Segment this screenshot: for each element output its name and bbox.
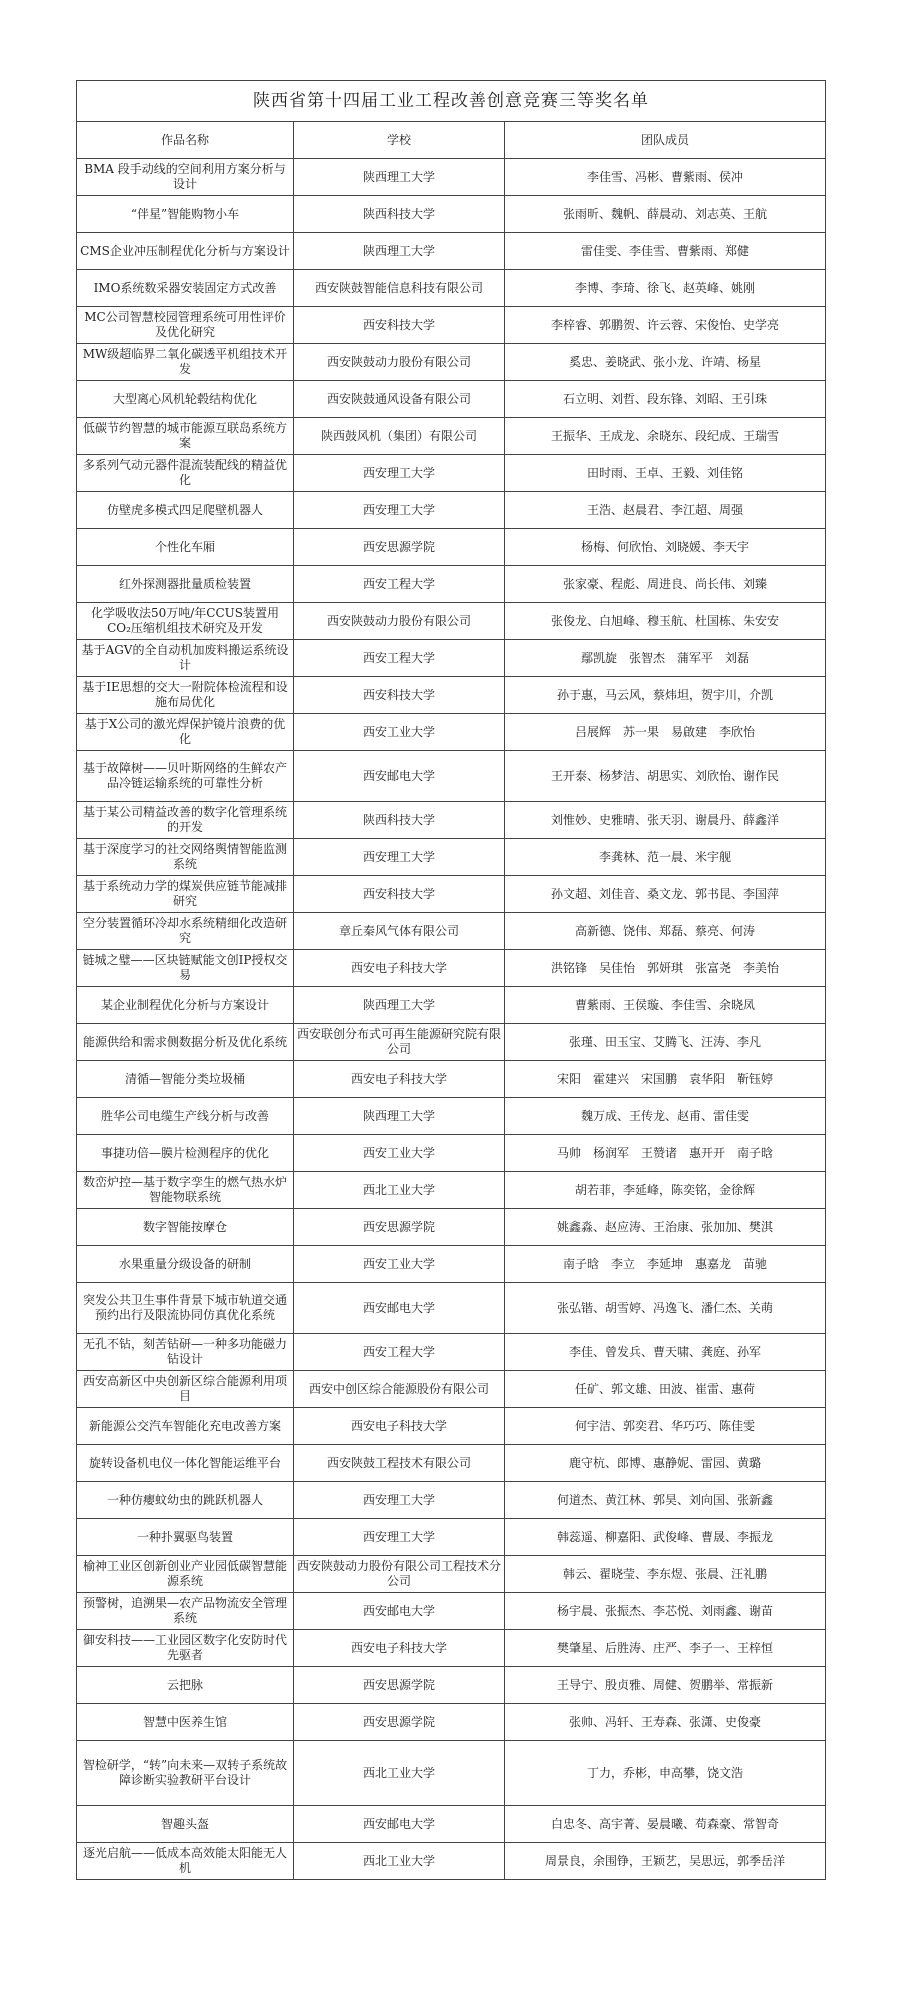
cell-team-members: 吕展辉 苏一果 易啟建 李欣怡 — [505, 714, 826, 751]
table-row — [77, 307, 826, 344]
header-team: 团队成员 — [505, 122, 826, 159]
cell-school: 西北工业大学 — [294, 1172, 505, 1209]
cell-project-name: 仿壁虎多模式四足爬壁机器人 — [77, 492, 294, 529]
table-row — [77, 1371, 826, 1408]
cell-team-members: 樊肇星、后胜涛、庄严、李子一、王梓恒 — [505, 1630, 826, 1667]
cell-project-name: 多系列气动元器件混流装配线的精益优化 — [77, 455, 294, 492]
cell-team-members: 鹿守杭、郎博、惠静妮、雷园、黄璐 — [505, 1445, 826, 1482]
cell-project-name: 空分装置循环冷却水系统精细化改造研究 — [77, 913, 294, 950]
header-name: 作品名称 — [77, 122, 294, 159]
table-row — [77, 492, 826, 529]
cell-project-name: 无孔不钻，刻苦钻研—一种多功能磁力钻设计 — [77, 1334, 294, 1371]
table-row — [77, 1098, 826, 1135]
cell-school: 西安中创区综合能源股份有限公司 — [294, 1371, 505, 1408]
table-row — [77, 1172, 826, 1209]
table-row — [77, 876, 826, 913]
table-row — [77, 566, 826, 603]
cell-team-members: 丁力，乔彬，申高攀，饶文浩 — [505, 1741, 826, 1806]
table-row — [77, 381, 826, 418]
cell-project-name: 榆神工业区创新创业产业园低碳智慧能源系统 — [77, 1556, 294, 1593]
cell-team-members: 宋阳 霍建兴 宋国鹏 袁华阳 靳钰婷 — [505, 1061, 826, 1098]
table-title: 陕西省第十四届工业工程改善创意竞赛三等奖名单 — [77, 81, 826, 122]
table-row — [77, 1061, 826, 1098]
cell-project-name: 基于AGV的全自动机加废料搬运系统设计 — [77, 640, 294, 677]
table-row — [77, 640, 826, 677]
table-row — [77, 1135, 826, 1172]
cell-school: 陕西科技大学 — [294, 196, 505, 233]
cell-project-name: MC公司智慧校园管理系统可用性评价及优化研究 — [77, 307, 294, 344]
cell-project-name: 预警树，追溯果—农产品物流安全管理系统 — [77, 1593, 294, 1630]
cell-team-members: 张瑾、田玉宝、艾腾飞、汪涛、李凡 — [505, 1024, 826, 1061]
table-row — [77, 1482, 826, 1519]
cell-team-members: 魏万成、王传龙、赵甫、雷佳雯 — [505, 1098, 826, 1135]
cell-school: 西安电子科技大学 — [294, 1408, 505, 1445]
cell-team-members: 张家豪、程彪、周进良、尚长伟、刘臻 — [505, 566, 826, 603]
cell-project-name: 旋转设备机电仪一体化智能运维平台 — [77, 1445, 294, 1482]
cell-school: 西安科技大学 — [294, 307, 505, 344]
table-row — [77, 270, 826, 307]
cell-project-name: 智检研学，“转”向未来—双转子系统故障诊断实验教研平台设计 — [77, 1741, 294, 1806]
cell-team-members: 张俊龙、白旭峰、穆玉航、杜国栋、朱安安 — [505, 603, 826, 640]
cell-team-members: 张帅、冯轩、王寿森、张潇、史俊豪 — [505, 1704, 826, 1741]
table-row — [77, 1741, 826, 1806]
table-row — [77, 714, 826, 751]
cell-project-name: 智趣头盔 — [77, 1806, 294, 1843]
table-row — [77, 1630, 826, 1667]
cell-school: 西安理工大学 — [294, 1519, 505, 1556]
cell-project-name: 御安科技——工业园区数字化安防时代先驱者 — [77, 1630, 294, 1667]
cell-school: 西北工业大学 — [294, 1843, 505, 1880]
cell-team-members: 李龚林、范一晨、米宇舰 — [505, 839, 826, 876]
cell-team-members: 高新德、饶伟、郑磊、蔡亮、何涛 — [505, 913, 826, 950]
cell-school: 西安陕鼓智能信息科技有限公司 — [294, 270, 505, 307]
table-row — [77, 603, 826, 640]
award-table — [76, 80, 826, 1880]
table-row — [77, 455, 826, 492]
cell-project-name: 数字智能按摩仓 — [77, 1209, 294, 1246]
cell-school: 西安工程大学 — [294, 1334, 505, 1371]
table-row — [77, 159, 826, 196]
cell-team-members: 李梓睿、郭鹏贺、许云蓉、宋俊怡、史学亮 — [505, 307, 826, 344]
cell-project-name: 水果重量分级设备的研制 — [77, 1246, 294, 1283]
cell-team-members: 周景良，余围铮，王颖艺，吴思远，郭季岳洋 — [505, 1843, 826, 1880]
table-row — [77, 1667, 826, 1704]
cell-school: 西安邮电大学 — [294, 1806, 505, 1843]
cell-school: 西安陕鼓动力股份有限公司工程技术分公司 — [294, 1556, 505, 1593]
cell-team-members: 张弘锴、胡雪婷、冯逸飞、潘仁杰、关萌 — [505, 1283, 826, 1334]
table-row — [77, 1209, 826, 1246]
cell-team-members: 洪铭锋 吴佳怡 郭妍琪 张富尧 李美怡 — [505, 950, 826, 987]
cell-school: 西安电子科技大学 — [294, 1061, 505, 1098]
cell-school: 西安思源学院 — [294, 529, 505, 566]
cell-project-name: 突发公共卫生事件背景下城市轨道交通预约出行及限流协同仿真优化系统 — [77, 1283, 294, 1334]
cell-team-members: 刘惟妙、史雅晴、张天羽、谢晨丹、薛鑫洋 — [505, 802, 826, 839]
cell-project-name: 清循—智能分类垃圾桶 — [77, 1061, 294, 1098]
cell-team-members: 马帅 杨润军 王赞诸 惠开开 南子晗 — [505, 1135, 826, 1172]
cell-project-name: 一种扑翼驱鸟装置 — [77, 1519, 294, 1556]
cell-school: 西安电子科技大学 — [294, 950, 505, 987]
cell-project-name: 基于X公司的激光焊保护镜片浪费的优化 — [77, 714, 294, 751]
cell-project-name: 红外探测器批量质检装置 — [77, 566, 294, 603]
cell-project-name: 西安高新区中央创新区综合能源利用项目 — [77, 1371, 294, 1408]
table-row — [77, 1334, 826, 1371]
cell-school: 西安思源学院 — [294, 1209, 505, 1246]
cell-project-name: 化学吸收法50万吨/年CCUS装置用CO₂压缩机组技术研究及开发 — [77, 603, 294, 640]
cell-team-members: 王浩、赵晨君、李江超、周强 — [505, 492, 826, 529]
cell-project-name: 基于IE思想的交大一附院体检流程和设施布局优化 — [77, 677, 294, 714]
cell-team-members: 奚忠、姜晓武、张小龙、许靖、杨星 — [505, 344, 826, 381]
cell-team-members: 孙于惠，马云风，蔡炜坦，贺宇川，介凯 — [505, 677, 826, 714]
table-row — [77, 1246, 826, 1283]
cell-team-members: 杨梅、何欣怡、刘晓媛、李天宇 — [505, 529, 826, 566]
table-row — [77, 987, 826, 1024]
cell-team-members: 王振华、王成龙、余晓东、段纪成、王瑞雪 — [505, 418, 826, 455]
cell-team-members: 李博、李琦、徐飞、赵英峰、姚刚 — [505, 270, 826, 307]
cell-project-name: BMA 段手动线的空间利用方案分析与设计 — [77, 159, 294, 196]
table-row — [77, 839, 826, 876]
table-row — [77, 344, 826, 381]
table-row — [77, 196, 826, 233]
cell-school: 西安工程大学 — [294, 566, 505, 603]
cell-project-name: 数峦炉控—基于数字孪生的燃气热水炉智能物联系统 — [77, 1172, 294, 1209]
cell-project-name: 事捷功倍—膜片检测程序的优化 — [77, 1135, 294, 1172]
table-row — [77, 1806, 826, 1843]
cell-school: 西安邮电大学 — [294, 1283, 505, 1334]
cell-school: 西安思源学院 — [294, 1704, 505, 1741]
cell-school: 陕西理工大学 — [294, 987, 505, 1024]
cell-school: 西安联创分布式可再生能源研究院有限公司 — [294, 1024, 505, 1061]
cell-school: 西安陕鼓工程技术有限公司 — [294, 1445, 505, 1482]
cell-project-name: 基于系统动力学的煤炭供应链节能减排研究 — [77, 876, 294, 913]
cell-project-name: IMO系统数采器安装固定方式改善 — [77, 270, 294, 307]
header-school: 学校 — [294, 122, 505, 159]
cell-team-members: 何宇洁、郭奕君、华巧巧、陈佳雯 — [505, 1408, 826, 1445]
table-row — [77, 913, 826, 950]
cell-project-name: 胜华公司电缆生产线分析与改善 — [77, 1098, 294, 1135]
table-row — [77, 1445, 826, 1482]
table-row — [77, 1593, 826, 1630]
cell-project-name: CMS企业冲压制程优化分析与方案设计 — [77, 233, 294, 270]
cell-project-name: 个性化车厢 — [77, 529, 294, 566]
cell-school: 西安陕鼓通风设备有限公司 — [294, 381, 505, 418]
cell-team-members: 孙文超、刘佳音、桑文龙、郭书昆、李国萍 — [505, 876, 826, 913]
table-row — [77, 1283, 826, 1334]
cell-team-members: 张雨昕、魏帆、薛晨动、刘志英、王航 — [505, 196, 826, 233]
cell-school: 陕西理工大学 — [294, 233, 505, 270]
cell-school: 西安邮电大学 — [294, 751, 505, 802]
table-row — [77, 1843, 826, 1880]
cell-school: 西安工业大学 — [294, 714, 505, 751]
cell-school: 西安邮电大学 — [294, 1593, 505, 1630]
cell-team-members: 韩蕊遥、柳嘉阳、武俊峰、曹晟、李振龙 — [505, 1519, 826, 1556]
cell-team-members: 韩云、翟晓莹、李东煜、张晨、汪礼鹏 — [505, 1556, 826, 1593]
table-row — [77, 1408, 826, 1445]
table-body — [77, 159, 826, 1880]
cell-team-members: 石立明、刘哲、段东锋、刘昭、王引珠 — [505, 381, 826, 418]
cell-team-members: 李佳、曾发兵、曹天啸、龚庭、孙军 — [505, 1334, 826, 1371]
table-row — [77, 1519, 826, 1556]
cell-project-name: 大型离心风机轮毂结构优化 — [77, 381, 294, 418]
cell-school: 西安陕鼓动力股份有限公司 — [294, 603, 505, 640]
cell-school: 西安理工大学 — [294, 839, 505, 876]
cell-team-members: 姚鑫淼、赵应涛、王治康、张加加、樊淇 — [505, 1209, 826, 1246]
table-row — [77, 1024, 826, 1061]
cell-school: 西安陕鼓动力股份有限公司 — [294, 344, 505, 381]
cell-project-name: 基于某公司精益改善的数字化管理系统的开发 — [77, 802, 294, 839]
table-row — [77, 1704, 826, 1741]
cell-team-members: 何道杰、黄江林、郭昊、刘向国、张新鑫 — [505, 1482, 826, 1519]
cell-school: 西北工业大学 — [294, 1741, 505, 1806]
cell-project-name: 能源供给和需求侧数据分析及优化系统 — [77, 1024, 294, 1061]
table-row — [77, 233, 826, 270]
cell-team-members: 曹紫雨、王侯璇、李佳雪、余晓凤 — [505, 987, 826, 1024]
table-row — [77, 529, 826, 566]
table-row — [77, 677, 826, 714]
cell-school: 西安科技大学 — [294, 677, 505, 714]
cell-school: 陕西理工大学 — [294, 1098, 505, 1135]
cell-school: 西安科技大学 — [294, 876, 505, 913]
table-row — [77, 950, 826, 987]
cell-team-members: 胡若菲，李延峰，陈奕铭，金徐辉 — [505, 1172, 826, 1209]
cell-school: 陕西理工大学 — [294, 159, 505, 196]
table-row — [77, 1556, 826, 1593]
cell-team-members: 田时雨、王卓、王毅、刘佳铭 — [505, 455, 826, 492]
cell-project-name: 一种仿瘿蚊幼虫的跳跃机器人 — [77, 1482, 294, 1519]
cell-project-name: 链城之璧——区块链赋能文创IP授权交易 — [77, 950, 294, 987]
cell-team-members: 李佳雪、冯彬、曹紫雨、侯冲 — [505, 159, 826, 196]
cell-project-name: 基于深度学习的社交网络舆情智能监测系统 — [77, 839, 294, 876]
cell-school: 西安理工大学 — [294, 1482, 505, 1519]
cell-team-members: 王开泰、杨梦洁、胡思实、刘欣怡、谢作民 — [505, 751, 826, 802]
cell-team-members: 雷佳雯、李佳雪、曹紫雨、郑健 — [505, 233, 826, 270]
cell-project-name: 智慧中医养生馆 — [77, 1704, 294, 1741]
cell-project-name: 云把脉 — [77, 1667, 294, 1704]
cell-project-name: 低碳节约智慧的城市能源互联岛系统方案 — [77, 418, 294, 455]
cell-school: 西安工业大学 — [294, 1135, 505, 1172]
cell-project-name: 逐光启航——低成本高效能太阳能无人机 — [77, 1843, 294, 1880]
table-row — [77, 751, 826, 802]
table-row — [77, 802, 826, 839]
cell-team-members: 南子晗 李立 李延坤 惠嘉龙 苗驰 — [505, 1246, 826, 1283]
cell-project-name: MW级超临界二氧化碳透平机组技术开发 — [77, 344, 294, 381]
cell-project-name: “伴星”智能购物小车 — [77, 196, 294, 233]
cell-team-members: 白忠冬、高宇菁、晏晨曦、苟森豪、常智奇 — [505, 1806, 826, 1843]
cell-school: 西安工程大学 — [294, 640, 505, 677]
cell-project-name: 基于故障树——贝叶斯网络的生鲜农产品冷链运输系统的可靠性分析 — [77, 751, 294, 802]
cell-project-name: 某企业制程优化分析与方案设计 — [77, 987, 294, 1024]
cell-school: 章丘秦风气体有限公司 — [294, 913, 505, 950]
cell-school: 西安思源学院 — [294, 1667, 505, 1704]
table-row — [77, 418, 826, 455]
cell-school: 西安理工大学 — [294, 492, 505, 529]
cell-team-members: 任矿、郭文雄、田波、崔雷、惠荷 — [505, 1371, 826, 1408]
cell-school: 陕西鼓风机（集团）有限公司 — [294, 418, 505, 455]
cell-team-members: 鄢凯旋 张智杰 蒲军平 刘磊 — [505, 640, 826, 677]
cell-team-members: 杨宇晨、张振杰、李芯悦、刘雨鑫、谢苗 — [505, 1593, 826, 1630]
cell-project-name: 新能源公交汽车智能化充电改善方案 — [77, 1408, 294, 1445]
cell-school: 西安工业大学 — [294, 1246, 505, 1283]
header-row — [77, 122, 826, 159]
cell-team-members: 王导宁、殷贞雅、周健、贺鹏举、常振新 — [505, 1667, 826, 1704]
cell-school: 西安电子科技大学 — [294, 1630, 505, 1667]
cell-school: 西安理工大学 — [294, 455, 505, 492]
cell-school: 陕西科技大学 — [294, 802, 505, 839]
award-list-sheet — [76, 80, 825, 1880]
